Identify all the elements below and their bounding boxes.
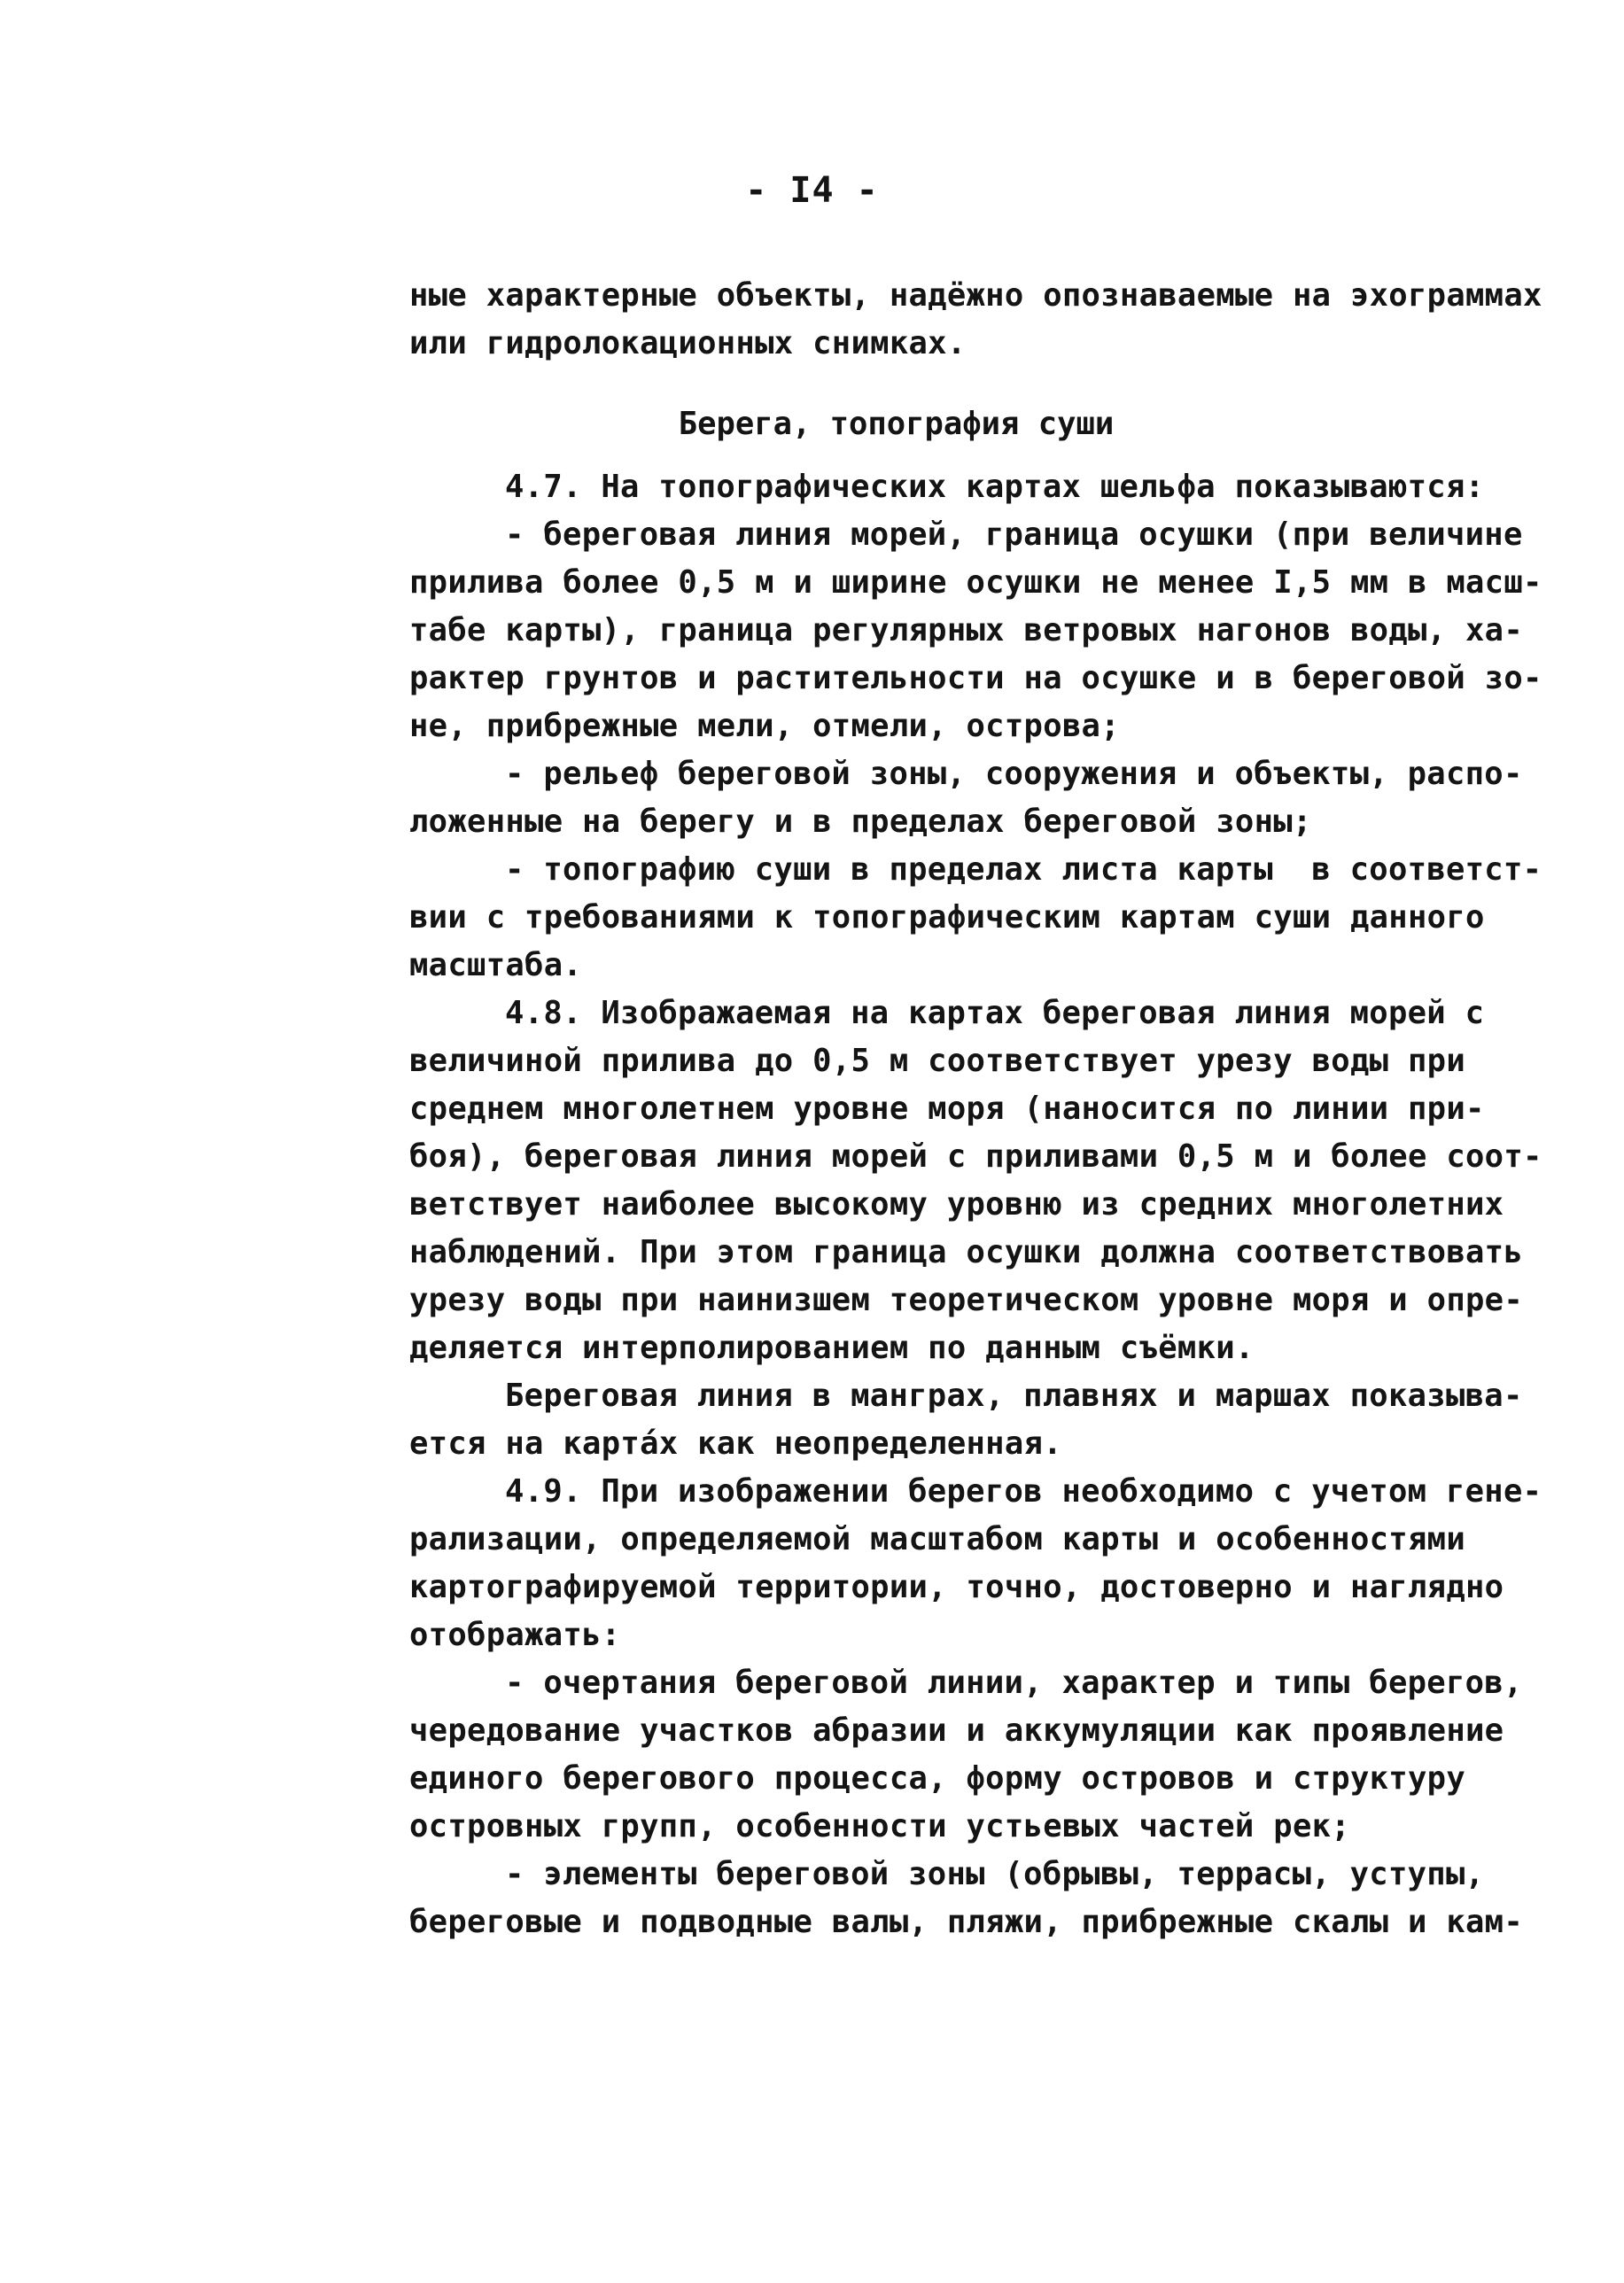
text-line: - рельеф береговой зоны, сооружения и объекты, распо- <box>505 756 1523 792</box>
text-line: вии с требованиями к топографическим картам суши данного <box>409 899 1485 936</box>
text-line: ные характерные объекты, надёжно опознаваемые на эхограммах <box>409 277 1542 314</box>
text-line: 4.8. Изображаемая на картах береговая линия морей с <box>505 995 1485 1031</box>
text-line: чередование участков абразии и аккумуляции как проявление <box>409 1712 1504 1749</box>
text-line: табе карты), граница регулярных ветровых нагонов воды, ха- <box>409 612 1524 648</box>
text-line: боя), береговая линия морей с приливами 0,5 м и более соот- <box>409 1138 1542 1175</box>
text-line: величиной прилива до 0,5 м соответствует урезу воды при <box>409 1043 1466 1079</box>
text-line: прилива более 0,5 м и ширине осушки не менее I,5 мм в масш- <box>409 564 1542 601</box>
page-number: - I4 - <box>745 170 879 211</box>
text-line: деляется интерполированием по данным съёмки. <box>409 1330 1255 1366</box>
text-line: или гидролокационных снимках. <box>409 325 967 361</box>
text-line: - очертания береговой линии, характер и типы берегов, <box>505 1665 1523 1701</box>
text-line: 4.7. На топографических картах шельфа показываются: <box>505 469 1485 505</box>
text-line: масштаба. <box>409 947 583 983</box>
text-line: ветствует наиболее высокому уровню из средних многолетних <box>409 1186 1504 1223</box>
text-line: единого берегового процесса, форму островов и структуру <box>409 1760 1466 1797</box>
section-heading: Берега, топография суши <box>678 406 1115 442</box>
text-line: Береговая линия в мангрaх, плавнях и маршах показыва- <box>505 1378 1523 1414</box>
text-line: отображать: <box>409 1617 621 1653</box>
text-line: ложенные на берегу и в пределах береговой зоны; <box>409 804 1312 840</box>
text-line: ется на картáх как неопределенная. <box>409 1425 1062 1462</box>
text-line: островных групп, особенности устьевых частей рек; <box>409 1808 1350 1844</box>
text-line: среднем многолетнем уровне моря (наносится по линии при- <box>409 1091 1485 1127</box>
text-line: - топографию суши в пределах листа карты в соответст- <box>505 851 1542 888</box>
text-line: рализации, определяемой масштабом карты и особенностями <box>409 1521 1466 1557</box>
text-line: не, прибрежные мели, отмели, острова; <box>409 708 1120 744</box>
text-line: рактер грунтов и растительности на осушке и в береговой зо- <box>409 660 1542 696</box>
text-line: 4.9. При изображении берегов необходимо с учетом гене- <box>505 1473 1542 1510</box>
text-line: картографируемой территории, точно, достоверно и наглядно <box>409 1569 1504 1605</box>
text-line: урезу воды при наинизшем теоретическом уровне моря и опре- <box>409 1282 1524 1318</box>
text-line: береговые и подводные валы, пляжи, прибрежные скалы и кам- <box>409 1904 1524 1940</box>
text-line: - береговая линия морей, граница осушки (при величине <box>505 516 1523 553</box>
text-line: - элементы береговой зоны (обрывы, террасы, уступы, <box>505 1856 1485 1892</box>
text-line: наблюдений. При этом граница осушки должна соответствовать <box>409 1234 1524 1270</box>
